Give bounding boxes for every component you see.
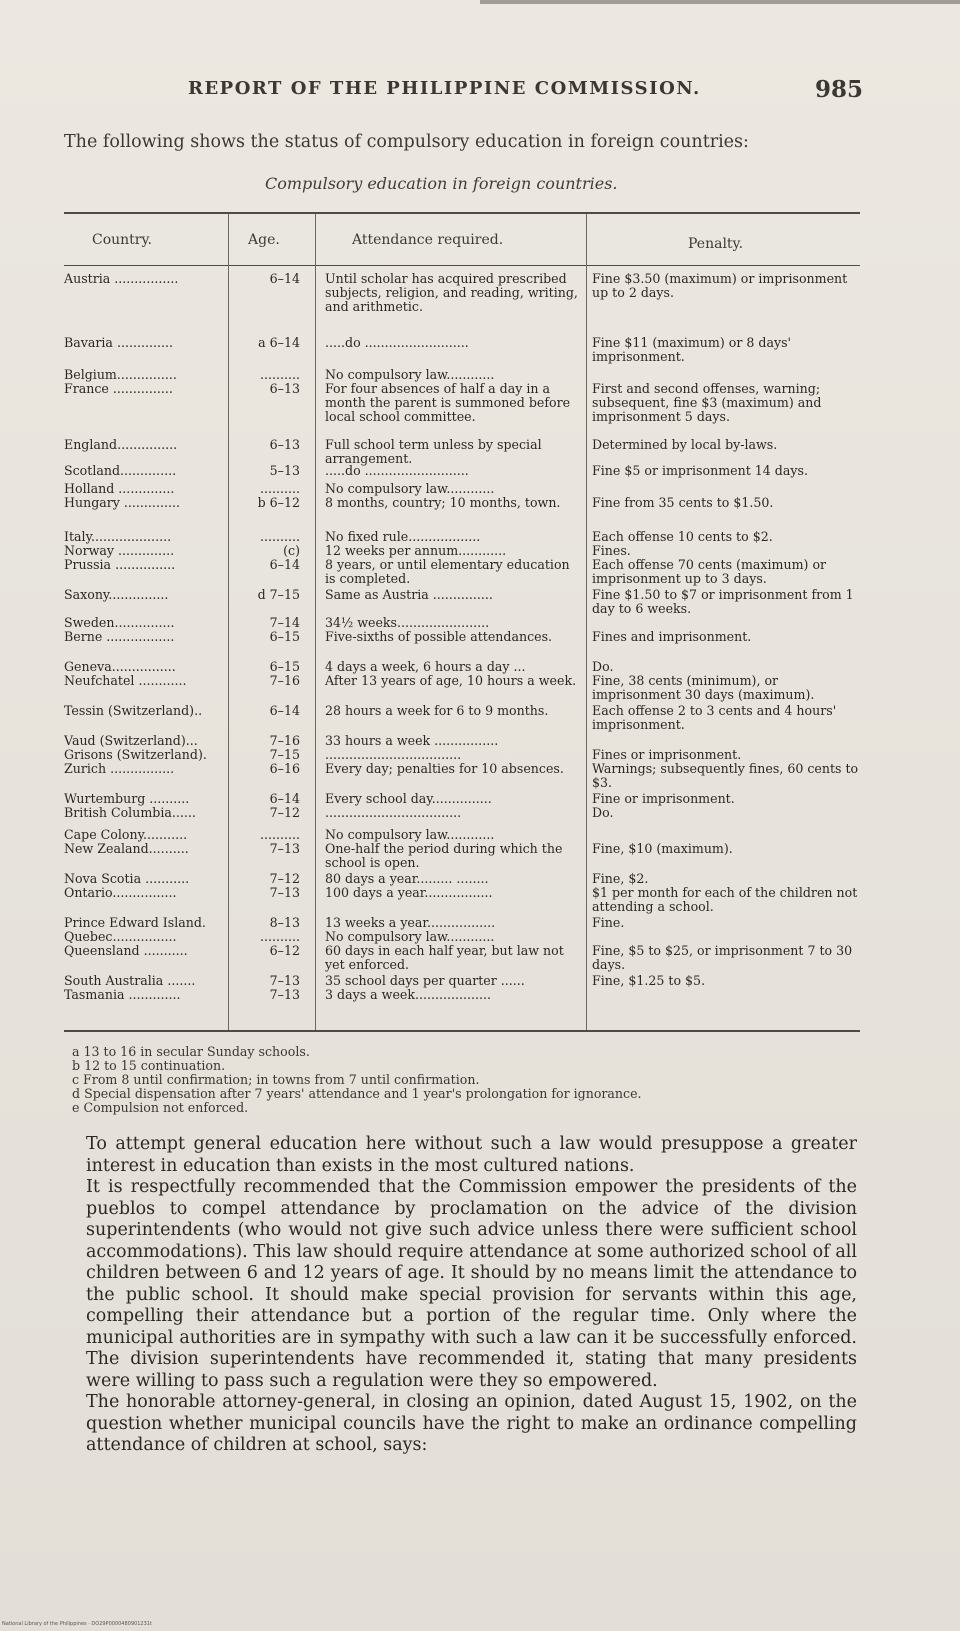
penalty-cell: Fine $5 or imprisonment 14 days.	[592, 463, 808, 478]
attendance-cell: 60 days in each half year, but law not yet enforced.	[325, 943, 564, 972]
country-cell: Grisons (Switzerland).	[64, 747, 207, 762]
attendance-cell: No compulsory law............	[325, 481, 495, 496]
paragraph: To attempt general education here without such a law would presuppose a greater interest in education than exists in the most cultured nations.	[86, 1134, 857, 1176]
age-cell: ..........	[259, 529, 300, 544]
age-cell: 6–14	[269, 557, 300, 572]
footnote: b 12 to 15 continuation.	[72, 1058, 226, 1073]
age-cell: 6–13	[269, 381, 300, 396]
country-cell: Bavaria ..............	[64, 335, 173, 350]
age-cell: b 6–12	[257, 495, 300, 510]
penalty-cell: Fine from 35 cents to $1.50.	[592, 495, 774, 510]
body-text	[62, 1134, 857, 1457]
table-header-rule	[64, 265, 860, 266]
country-cell: France ...............	[64, 381, 173, 396]
table-caption: Compulsory education in foreign countries.	[265, 174, 618, 193]
penalty-cell: Fines.	[592, 543, 631, 558]
scan-credit: National Library of the Philippines · DO29P0000480901231t	[2, 1621, 152, 1627]
attendance-cell: .....do ..........................	[325, 335, 469, 350]
column-header-penalty: Penalty.	[688, 236, 744, 252]
column-header-attendance: Attendance required.	[352, 232, 504, 248]
attendance-cell: 12 weeks per annum............	[325, 543, 507, 558]
age-cell: 7–16	[269, 733, 300, 748]
age-cell: 7–12	[269, 871, 300, 886]
penalty-cell: Fines or imprisonment.	[592, 747, 742, 762]
country-cell: Neufchatel ............	[64, 673, 187, 688]
country-cell: Wurtemburg ..........	[64, 791, 190, 806]
country-cell: British Columbia......	[64, 805, 196, 820]
attendance-cell: ..................................	[325, 805, 462, 820]
country-cell: Sweden...............	[64, 615, 175, 630]
attendance-cell: No compulsory law............	[325, 367, 495, 382]
age-cell: 7–15	[269, 747, 300, 762]
country-cell: New Zealand..........	[64, 841, 189, 856]
column-header-age: Age.	[248, 232, 280, 248]
penalty-cell: Each offense 10 cents to $2.	[592, 529, 773, 544]
age-cell: 7–13	[269, 973, 300, 988]
country-cell: Scotland..............	[64, 463, 177, 478]
penalty-cell: Do.	[592, 659, 614, 674]
attendance-cell: 100 days a year.................	[325, 885, 493, 900]
country-cell: Prince Edward Island.	[64, 915, 206, 930]
attendance-cell: Full school term unless by special arrangement.	[325, 437, 542, 466]
attendance-cell: 3 days a week...................	[325, 987, 492, 1002]
age-cell: 8–13	[269, 915, 300, 930]
column-header-country: Country.	[92, 232, 152, 248]
column-divider	[586, 214, 587, 1030]
attendance-cell: Same as Austria ...............	[325, 587, 493, 602]
attendance-cell: After 13 years of age, 10 hours a week.	[325, 673, 577, 688]
country-cell: Holland ..............	[64, 481, 175, 496]
country-cell: Queensland ...........	[64, 943, 188, 958]
age-cell: ..........	[259, 481, 300, 496]
age-cell: ..........	[259, 367, 300, 382]
penalty-cell: Fine, $5 to $25, or imprisonment 7 to 30 days.	[592, 943, 853, 972]
attendance-cell: 35 school days per quarter ......	[325, 973, 525, 988]
intro-sentence: The following shows the status of compulsory education in foreign countries:	[64, 132, 749, 152]
age-cell: 6–14	[269, 271, 300, 286]
attendance-cell: 80 days a year......... ........	[325, 871, 489, 886]
age-cell: 7–16	[269, 673, 300, 688]
attendance-cell: 8 years, or until elementary education is completed.	[325, 557, 570, 586]
paragraph: The honorable attorney-general, in closing an opinion, dated August 15, 1902, on the question whether municipal councils have the right to make an ordinance compelling attendance of children at school, says:	[86, 1392, 857, 1455]
attendance-cell: 33 hours a week ................	[325, 733, 499, 748]
attendance-cell: No fixed rule..................	[325, 529, 481, 544]
country-cell: Tasmania .............	[64, 987, 181, 1002]
age-cell: 6–15	[269, 659, 300, 674]
table-top-rule	[64, 212, 860, 214]
age-cell: 7–13	[269, 987, 300, 1002]
age-cell: a 6–14	[258, 335, 300, 350]
age-cell: 6–15	[269, 629, 300, 644]
age-cell: 6–13	[269, 437, 300, 452]
country-cell: Belgium...............	[64, 367, 177, 382]
footnote: a 13 to 16 in secular Sunday schools.	[72, 1044, 310, 1059]
table-bottom-rule	[64, 1030, 860, 1032]
penalty-cell: Determined by local by-laws.	[592, 437, 778, 452]
attendance-cell: 4 days a week, 6 hours a day ...	[325, 659, 526, 674]
country-cell: Vaud (Switzerland)...	[64, 733, 198, 748]
age-cell: 6–14	[269, 791, 300, 806]
age-cell: 7–13	[269, 885, 300, 900]
attendance-cell: 13 weeks a year.................	[325, 915, 496, 930]
attendance-cell: One-half the period during which the school is open.	[325, 841, 563, 870]
country-cell: Tessin (Switzerland)..	[64, 703, 203, 718]
attendance-cell: For four absences of half a day in a month the parent is summoned before local school committee.	[325, 381, 571, 424]
attendance-cell: Every school day...............	[325, 791, 492, 806]
attendance-cell: .....do ..........................	[325, 463, 469, 478]
country-cell: Austria ................	[64, 271, 179, 286]
footnote: e Compulsion not enforced.	[72, 1100, 249, 1115]
penalty-cell: Fine, $1.25 to $5.	[592, 973, 706, 988]
country-cell: South Australia .......	[64, 973, 196, 988]
attendance-cell: No compulsory law............	[325, 929, 495, 944]
footnote: c From 8 until confirmation; in towns from 7 until confirmation.	[72, 1072, 480, 1087]
age-cell: ..........	[259, 929, 300, 944]
penalty-cell: Fine $1.50 to $7 or imprisonment from 1 day to 6 weeks.	[592, 587, 854, 616]
age-cell: 6–12	[269, 943, 300, 958]
attendance-cell: Five-sixths of possible attendances.	[325, 629, 553, 644]
age-cell: 7–13	[269, 841, 300, 856]
country-cell: Zurich ................	[64, 761, 175, 776]
age-cell: 7–12	[269, 805, 300, 820]
country-cell: Berne .................	[64, 629, 175, 644]
paragraph: It is respectfully recommended that the Commission empower the presidents of the pueblos to compel attendance by proclamation on the advice of the division superintendents (who would not give such advice unless there were sufficient school accommodations). This law should require attendance at some authorized school of all children between 6 and 12 years of age. It should by no means limit the attendance to the public school. It should make special provision for servants within this age, compelling their attendance but a portion of the regular time. Only where the municipal authorities are in sympathy with such a law can it be successfully enforced. The division superintendents have recommended it, stating that many presidents were willing to pass such a regulation were they so empowered.	[86, 1177, 857, 1391]
country-cell: Saxony...............	[64, 587, 169, 602]
penalty-cell: Do.	[592, 805, 614, 820]
penalty-cell: Fine, 38 cents (minimum), or imprisonment 30 days (maximum).	[592, 673, 815, 702]
country-cell: Norway ..............	[64, 543, 175, 558]
penalty-cell: Each offense 70 cents (maximum) or imprisonment up to 3 days.	[592, 557, 827, 586]
attendance-cell: No compulsory law............	[325, 827, 495, 842]
age-cell: (c)	[283, 543, 300, 558]
penalty-cell: Fine or imprisonment.	[592, 791, 735, 806]
attendance-cell: 28 hours a week for 6 to 9 months.	[325, 703, 549, 718]
age-cell: 6–16	[269, 761, 300, 776]
penalty-cell: Fine $11 (maximum) or 8 days' imprisonment.	[592, 335, 792, 364]
penalty-cell: Fine.	[592, 915, 625, 930]
penalty-cell: Warnings; subsequently fines, 60 cents to $3.	[592, 761, 859, 790]
country-cell: Ontario................	[64, 885, 177, 900]
country-cell: Geneva................	[64, 659, 176, 674]
penalty-cell: Fines and imprisonment.	[592, 629, 752, 644]
penalty-cell: Fine, $2.	[592, 871, 649, 886]
column-divider	[315, 214, 316, 1030]
age-cell: ..........	[259, 827, 300, 842]
age-cell: 6–14	[269, 703, 300, 718]
age-cell: d 7–15	[257, 587, 300, 602]
attendance-cell: 8 months, country; 10 months, town.	[325, 495, 561, 510]
age-cell: 7–14	[269, 615, 300, 630]
attendance-cell: Every day; penalties for 10 absences.	[325, 761, 564, 776]
penalty-cell: Fine $3.50 (maximum) or imprisonment up to 2 days.	[592, 271, 848, 300]
penalty-cell: Each offense 2 to 3 cents and 4 hours' imprisonment.	[592, 703, 837, 732]
country-cell: Prussia ...............	[64, 557, 176, 572]
country-cell: Cape Colony...........	[64, 827, 188, 842]
country-cell: England...............	[64, 437, 178, 452]
attendance-cell: ..................................	[325, 747, 462, 762]
country-cell: Quebec................	[64, 929, 177, 944]
country-cell: Hungary ..............	[64, 495, 180, 510]
attendance-cell: 34½ weeks.......................	[325, 615, 490, 630]
attendance-cell: Until scholar has acquired prescribed subjects, religion, and reading, writing, and arithmetic.	[325, 271, 578, 314]
page-number: 985	[815, 76, 864, 103]
scan-edge-line	[480, 0, 960, 4]
penalty-cell: Fine, $10 (maximum).	[592, 841, 733, 856]
running-header: REPORT OF THE PHILIPPINE COMMISSION.	[188, 78, 701, 99]
penalty-cell: $1 per month for each of the children not attending a school.	[592, 885, 858, 914]
country-cell: Nova Scotia ...........	[64, 871, 190, 886]
penalty-cell: First and second offenses, warning; subsequent, fine $3 (maximum) and imprisonment 5 days.	[592, 381, 822, 424]
country-cell: Italy....................	[64, 529, 172, 544]
footnote: d Special dispensation after 7 years' attendance and 1 year's prolongation for ignorance.	[72, 1086, 642, 1101]
age-cell: 5–13	[269, 463, 300, 478]
